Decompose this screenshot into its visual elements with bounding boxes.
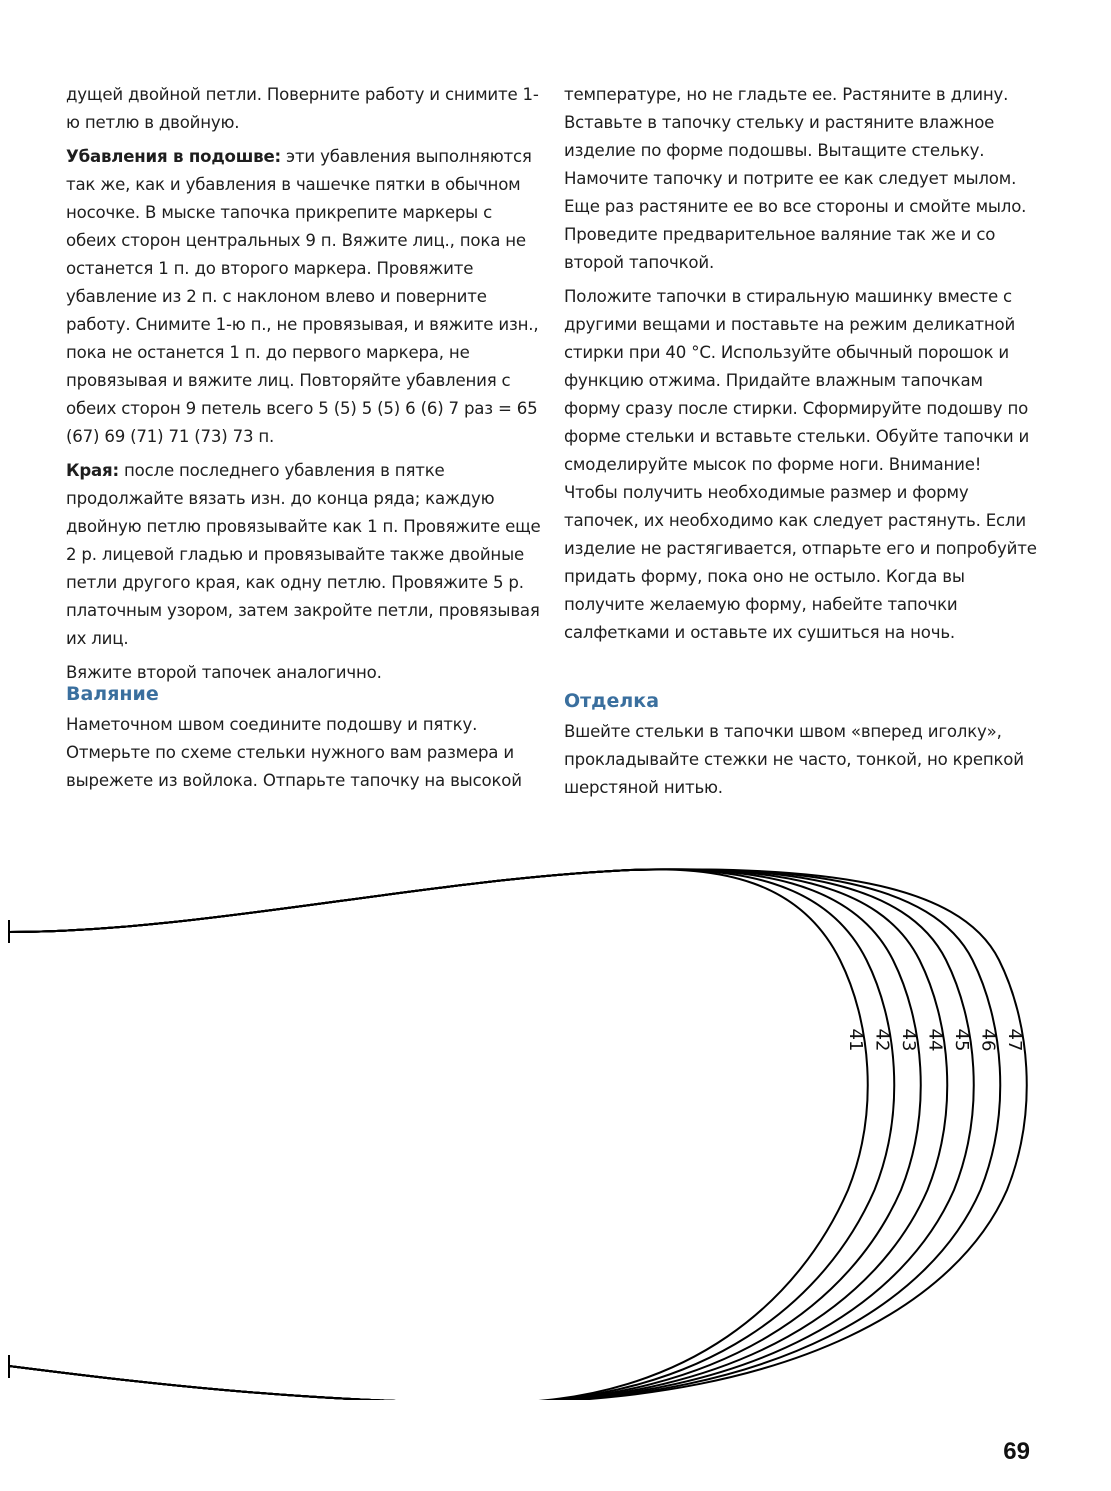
- paragraph: температуре, но не гладьте ее. Растяните в длину. Вставьте в тапочку стельку и растяните влажное изделие по форме подошвы. Вытащите стельку. Намочите тапочку и потрите ее как следует мылом. Еще раз растяните ее во все стороны и смойте мыло. Проведите предварительное валяние так же и со второй тапочкой.: [564, 85, 1027, 272]
- size-outline-43: [9, 869, 921, 1400]
- insole-template-diagram: [0, 840, 1111, 1400]
- size-outline-42: [9, 869, 894, 1400]
- size-outline-45: [9, 869, 974, 1400]
- paragraph: дущей двойной петли. Поверните работу и снимите 1-ю петлю в двойную.: [66, 85, 539, 132]
- size-label: 44: [924, 1028, 946, 1052]
- size-label: 43: [898, 1028, 919, 1052]
- size-label: 47: [1004, 1028, 1025, 1052]
- section-felting: [66, 679, 541, 801]
- size-outline-41: [9, 869, 868, 1400]
- paragraph-lead: Края:: [66, 461, 119, 480]
- paragraph: Положите тапочки в стиральную машинку вместе с другими вещами и поставьте на режим деликатной стирки при 40 °C. Используйте обычный порошок и функцию отжима. Придайте влажным тапочкам форму сразу после стирки. Сформируйте подошву по форме стельки и вставьте стельки. Обуйте тапочки и смоделируйте мысок по форме ноги. Внимание! Чтобы получить необходимые размер и форму тапочек, их необходимо как следует растянуть. Если изделие не растягивается, отпарьте его и попробуйте придать форму, пока оно не остыло. Когда вы получите желаемую форму, набейте тапочки салфетками и оставьте их сушиться на ночь.: [564, 287, 1037, 642]
- size-label: 41: [845, 1028, 866, 1052]
- paragraph: [66, 457, 541, 653]
- paragraph: Наметочном швом соедините подошву и пятку. Отмерьте по схеме стельки нужного вам размера и вырежете из войлока. Отпарьте тапочку на высокой: [66, 715, 522, 790]
- section-finishing: [564, 686, 1039, 808]
- size-outline-47: [9, 869, 1027, 1400]
- left-column: [66, 81, 541, 693]
- paragraph-body: эти убавления выполняются так же, как и убавления в чашечке пятки в обычном носочке. В мыске тапочка прикрепите маркеры с обеих сторон центральных 9 п. Вяжите лиц., пока не останется 1 п. до второго маркера. Провяжите убавление из 2 п. с наклоном влево и поверните работу. Снимите 1-ю п., не провязывая, и вяжите изн., пока не останется 1 п. до первого маркера, не провязывая и вяжите лиц. Повторяйте убавления с обеих сторон 9 петель всего 5 (5) 5 (5) 6 (6) 7 раз = 65 (67) 69 (71) 71 (73) 73 п.: [66, 147, 539, 446]
- size-label: 42: [871, 1028, 893, 1052]
- size-outline-44: [9, 869, 947, 1400]
- paragraph: Вшейте стельки в тапочки швом «вперед иголку», прокладывайте стежки не часто, тонкой, но крепкой шерстяной нитью.: [564, 722, 1024, 797]
- page-number: 69: [1003, 1438, 1030, 1465]
- size-outline-46: [9, 869, 1000, 1400]
- size-label: 46: [977, 1028, 999, 1052]
- paragraph: Вяжите второй тапочек аналогично.: [66, 663, 382, 682]
- section-title: Валяние: [66, 683, 159, 705]
- paragraph-lead: Убавления в подошве:: [66, 147, 281, 166]
- paragraph-body: после последнего убавления в пятке продолжайте вязать изн. до конца ряда; каждую двойную петлю провязывайте как 1 п. Провяжите еще 2 р. лицевой гладью и провязывайте также двойные петли другого края, как одну петлю. Провяжите 5 р. платочным узором, затем закройте петли, провязывая их лиц.: [66, 461, 541, 648]
- section-title: Отделка: [564, 690, 660, 712]
- paragraph: [66, 143, 541, 451]
- right-column: [564, 81, 1039, 653]
- size-label: 45: [951, 1028, 972, 1052]
